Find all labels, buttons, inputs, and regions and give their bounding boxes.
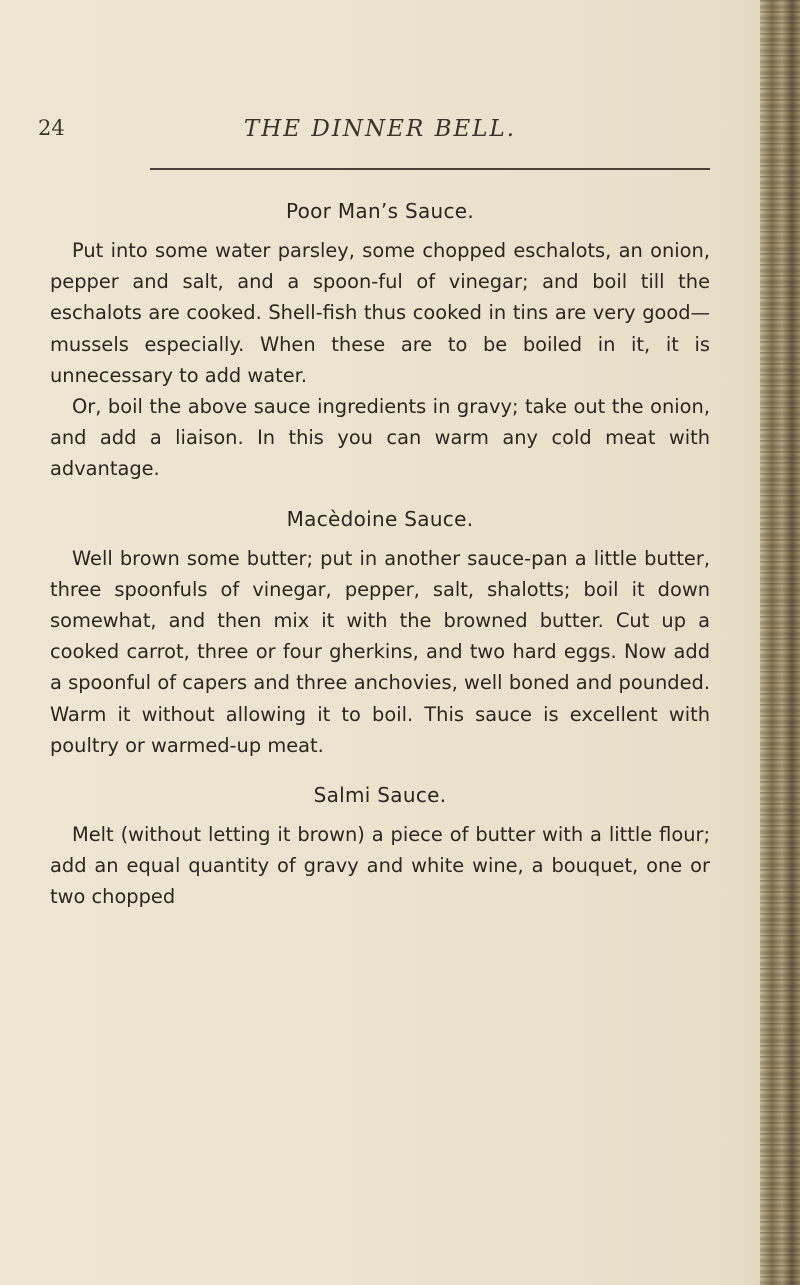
recipe-paragraph: Or, boil the above sauce ingredients in gravy; take out the onion, and add a liaison. In this you can warm any cold meat with advantage. bbox=[50, 395, 710, 481]
page-content bbox=[50, 185, 710, 935]
recipe-heading: Salmi Sauce. bbox=[313, 783, 447, 808]
recipe-paragraph: Put into some water parsley, some chopped eschalots, an onion, pepper and salt, and a spoon-ful of vinegar; and boil till the eschalots are cooked. Shell-fish thus cooked in tins are very good—mussels especially. When these are to be boiled in it, it is unnecessary to add water. bbox=[50, 239, 710, 387]
recipe-paragraph: Well brown some butter; put in another sauce-pan a little butter, three spoonfuls of vinegar, pepper, salt, shalotts; boil it down somewhat, and then mix it with the browned butter. Cut up a cooked carrot, three or four gherkins, and two hard eggs. Now add a spoonful of capers and three anchovies, well boned and pounded. Warm it without allowing it to boil. This sauce is excellent with poultry or warmed-up meat. bbox=[50, 546, 710, 757]
recipe-macedoine-sauce bbox=[50, 507, 710, 761]
header-rule bbox=[150, 168, 710, 170]
recipe-paragraph: Melt (without letting it brown) a piece of butter with a little flour; add an equal quantity of gravy and white wine, a bouquet, one or two chopped bbox=[50, 823, 710, 909]
page-header bbox=[0, 116, 760, 156]
recipe-salmi-sauce bbox=[50, 783, 710, 913]
page-number: 24 bbox=[38, 116, 65, 140]
recipe-poor-mans-sauce bbox=[50, 199, 710, 485]
recipe-heading: Poor Man’s Sauce. bbox=[285, 199, 475, 223]
recipe-heading: Macèdoine Sauce. bbox=[286, 506, 474, 531]
running-head: THE DINNER BELL. bbox=[243, 116, 517, 142]
page-edge bbox=[760, 0, 800, 1285]
